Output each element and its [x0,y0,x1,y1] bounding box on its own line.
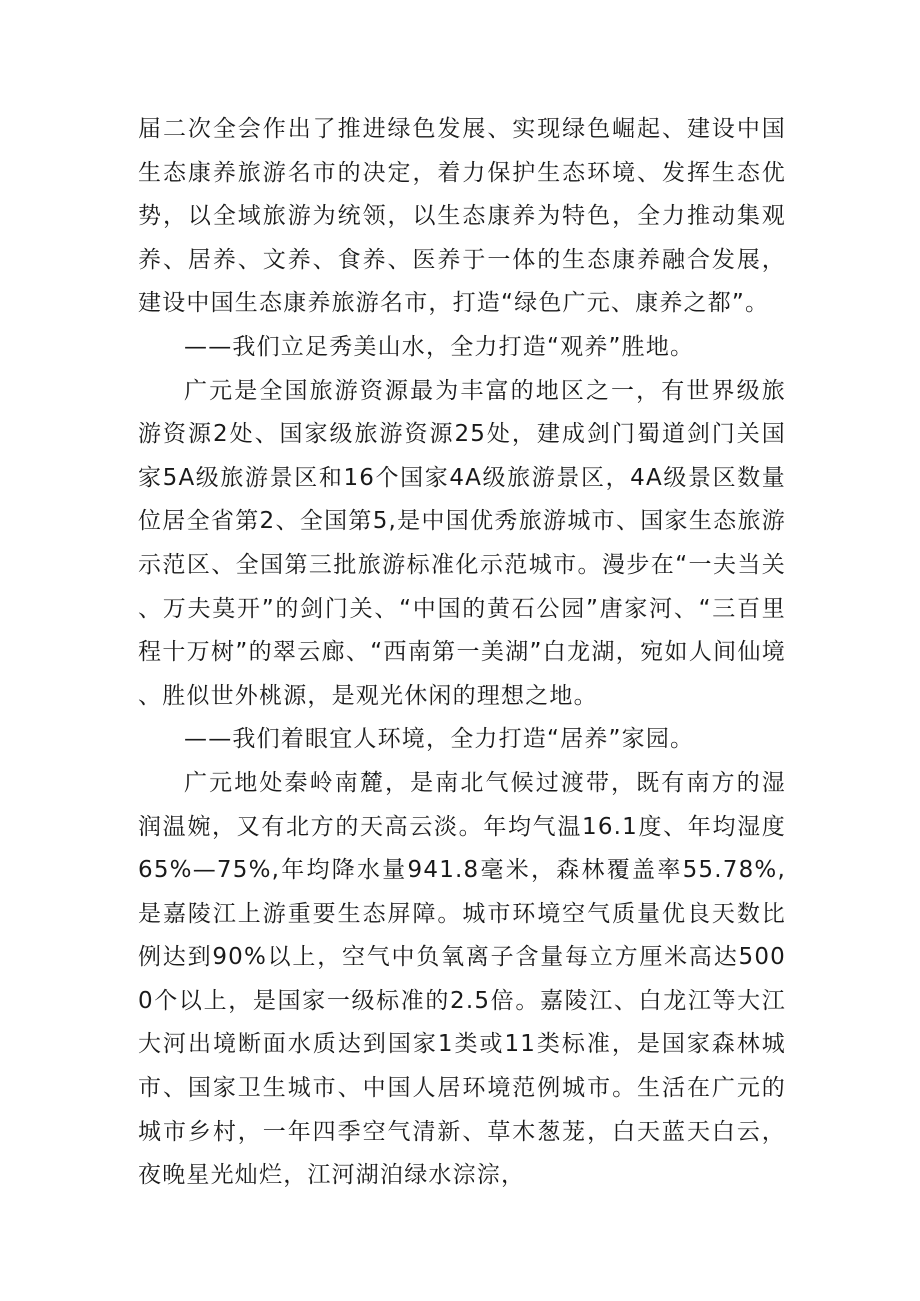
paragraph-climate-environment: 广元地处秦岭南麓，是南北气候过渡带，既有南方的湿润温婉，又有北方的天高云淡。年均气温16.1度、年均湿度65%—75%,年均降水量941.8毫米，森林覆盖率55.78%,是嘉陵江上游重要生态屏障。城市环境空气质量优良天数比例达到90%以上，空气中负氧离子含量每立方厘米高达5000个以上，是国家一级标准的2.5倍。嘉陵江、白龙江等大江大河出境断面水质达到国家1类或11类标准，是国家森林城市、国家卫生城市、中国人居环境范例城市。生活在广元的城市乡村，一年四季空气清新、草木葱茏，白天蓝天白云，夜晚星光灿烂，江河湖泊绿水淙淙， [138,769,786,1189]
document-body [138,108,786,1198]
section-heading-juyang: ——我们着眼宜人环境，全力打造“居养”家园。 [184,726,695,753]
paragraph-tourism-resources: 广元是全国旅游资源最为丰富的地区之一，有世界级旅游资源2处、国家级旅游资源25处，建成剑门蜀道剑门关国家5A级旅游景区和16个国家4A级旅游景区，4A级景区数量位居全省第2、全国第5,是中国优秀旅游城市、国家生态旅游示范区、全国第三批旅游标准化示范城市。漫步在“一夫当关、万夫莫开”的剑门关、“中国的黄石公园”唐家河、“三百里程十万树”的翠云廊、“西南第一美湖”白龙湖，宛如人间仙境、胜似世外桃源，是观光休闲的理想之地。 [138,377,786,709]
paragraph-1: 届二次全会作出了推进绿色发展、实现绿色崛起、建设中国生态康养旅游名市的决定，着力保护生态环境、发挥生态优势，以全域旅游为统领，以生态康养为特色，全力推动集观养、居养、文养、食养、医养于一体的生态康养融合发展，建设中国生态康养旅游名市，打造“绿色广元、康养之都”。 [138,116,786,317]
section-heading-guanyang: ——我们立足秀美山水，全力打造“观养”胜地。 [184,333,695,360]
